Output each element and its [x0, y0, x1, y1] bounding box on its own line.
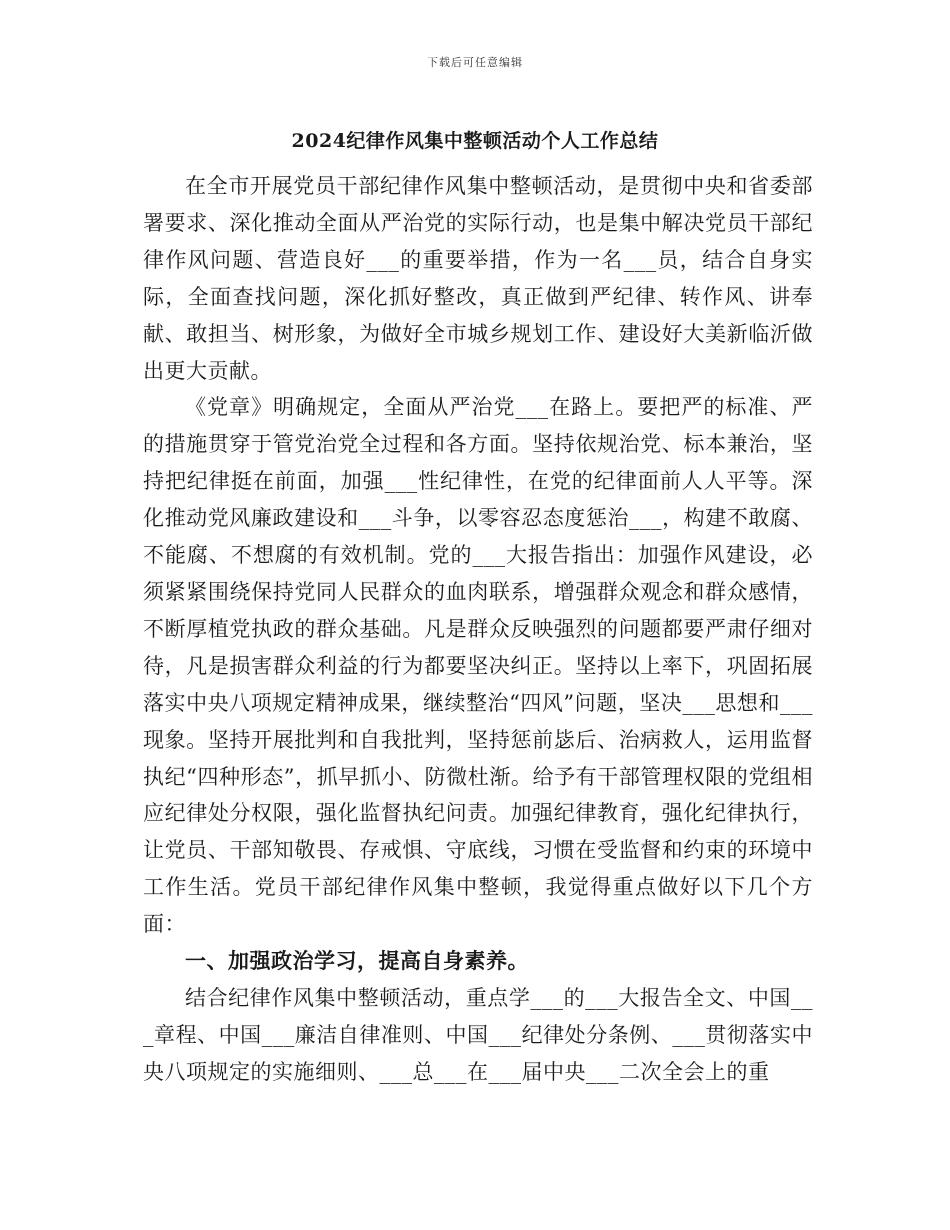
document-title: 2024纪律作风集中整顿活动个人工作总结	[291, 130, 659, 152]
section-heading: 一、加强政治学习，提高自身素养。	[185, 948, 529, 974]
body-paragraph: 结合纪律作风集中整顿活动，重点学___的___大报告全文、中国___章程、中国___廉洁自律准则、中国___纪律处分条例、___贯彻落实中央八项规定的实施细则、___总___在___届中央___二次全会上的重	[143, 985, 813, 1084]
body-paragraph: 在全市开展党员干部纪律作风集中整顿活动，是贯彻中央和省委部署要求、深化推动全面从严治党的实际行动，也是集中解决党员干部纪律作风问题、营造良好___的重要举措，作为一名___员，结合自身实际，全面查找问题，深化抓好整改，真正做到严纪律、转作风、讲奉献、敢担当、树形象，为做好全市城乡规划工作、建设好大美新临沂做出更大贡献。	[143, 174, 813, 383]
body-paragraph: 《党章》明确规定，全面从严治党___在路上。要把严的标准、严的措施贯穿于管党治党全过程和各方面。坚持依规治党、标本兼治，坚持把纪律挺在前面，加强___性纪律性，在党的纪律面前人人平等。深化推动党风廉政建设和___斗争，以零容忍态度惩治___，构建不敢腐、不能腐、不想腐的有效机制。党的___大报告指出：加强作风建设，必须紧紧围绕保持党同人民群众的血肉联系，增强群众观念和群众感情，不断厚植党执政的群众基础。凡是群众反映强烈的问题都要严肃仔细对待，凡是损害群众利益的行为都要坚决纠正。坚持以上率下，巩固拓展落实中央八项规定精神成果，继续整治“四风”问题，坚决___思想和___现象。坚持开展批判和自我批判，坚持惩前毖后、治病救人，运用监督执纪“四种形态”，抓早抓小、防微杜渐。给予有干部管理权限的党组相应纪律处分权限，强化监督执纪问责。加强纪律教育，强化纪律执行，让党员、干部知敬畏、存戒惧、守底线，习惯在受监督和约束的环境中工作生活。党员干部纪律作风集中整顿，我觉得重点做好以下几个方面：	[143, 395, 813, 937]
header-note: 下载后可任意编辑	[427, 56, 523, 69]
document-body	[143, 168, 813, 1091]
